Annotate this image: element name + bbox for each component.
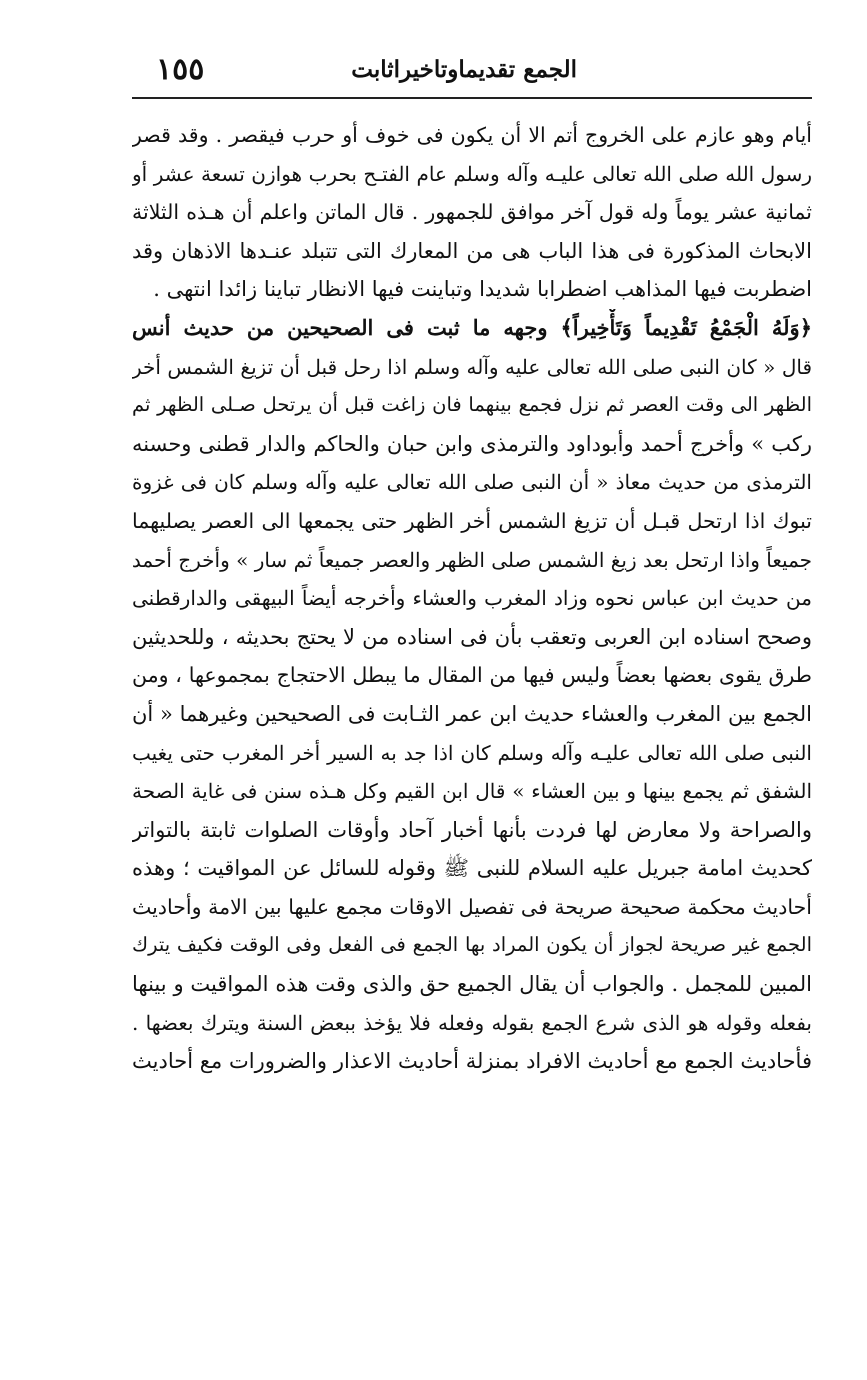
- text-line: الظهر الى وقت العصر ثم نزل فجمع بينهما فان زاغت قبل أن يرتحل صـلى الظهر ثم: [132, 393, 812, 417]
- text-line: كحديث امامة جبريل عليه السلام للنبى ﷺ وقوله للسائل عن المواقيت ؛ وهذه: [132, 856, 812, 881]
- text-line: طرق يقوى بعضها بعضاً وليس فيها من المقال ما يبطل الاحتجاج بمجموعها ، ومن: [132, 663, 812, 688]
- page-number: ١٥٥: [156, 52, 205, 87]
- text-line: أحاديث محكمة صحيحة صريحة فى تفصيل الاوقات مجمع عليها بين الامة وأحاديث: [132, 894, 812, 919]
- text-line: من حديث ابن عباس نحوه وزاد المغرب والعشاء وأخرجه أيضاً البيهقى والدارقطنى: [132, 586, 812, 611]
- text-line: الترمذى من حديث معاذ « أن النبى صلى الله تعالى عليه وآله وسلم كان فى غزوة: [132, 470, 812, 495]
- page-header: [132, 52, 812, 98]
- text-line: النبى صلى الله تعالى عليـه وآله وسلم كان اذا جد به السير أخر المغرب حتى يغيب: [132, 740, 812, 765]
- text-line: الجمع غير صريحة لجواز أن يكون المراد بها الجمع فى الفعل وفى الوقت فكيف يترك: [132, 933, 812, 957]
- text-line: الشفق ثم يجمع بينها و بين العشاء » قال ابن القيم وكل هـذه سنن فى غاية الصحة: [132, 779, 812, 804]
- text-line: جميعاً واذا ارتحل بعد زيغ الشمس صلى الظهر والعصر جميعاً ثم سار » وأخرج أحمد: [132, 547, 812, 572]
- header-rule: [132, 97, 812, 99]
- text-line: رسول الله صلى الله تعالى عليـه وآله وسلم عام الفتـح بحرب هوازن تسعة عشر أو: [132, 161, 812, 186]
- running-title: الجمع تقديماوتاخيراثابت: [351, 56, 577, 83]
- text-line: فأحاديث الجمع مع أحاديث الافراد بمنزلة أحاديث الاعذار والضرورات مع أحاديث: [132, 1049, 812, 1074]
- section-heading-line: ﴿وَلَهُ الْجَمْعُ تَقْدِيماً وَتَأْخِيراً﴾ وجهه ما ثبت فى الصحيحين من حديث أنس: [132, 314, 812, 340]
- text-line: قال « كان النبى صلى الله تعالى عليه وآله وسلم اذا رحل قبل أن تزيغ الشمس أخر: [132, 354, 812, 379]
- main-text: [132, 116, 812, 1081]
- text-line: اضطربت فيها المذاهب اضطرابا شديدا وتباينت فيها الانظار تباينا زائدا انتهى .: [153, 277, 812, 302]
- text-line: وصحح اسناده ابن العربى وتعقب بأن فى اسناده من لا يحتج بحديثه ، وللحديثين: [132, 624, 812, 649]
- text-line: الابحاث المذكورة فى هذا الباب هى من المعارك التى تتبلد عنـدها الاذهان وقد: [132, 238, 812, 263]
- text-line: تبوك اذا ارتحل قبـل أن تزيغ الشمس أخر الظهر حتى يجمعها الى العصر يصليهما: [132, 508, 812, 533]
- text-line: المبين للمجمل . والجواب أن يقال الجميع حق والذى وقت هذه المواقيت و بينها: [132, 972, 812, 997]
- text-line: بفعله وقوله هو الذى شرع الجمع بقوله وفعله فلا يؤخذ ببعض السنة ويترك بعضها .: [132, 1010, 812, 1035]
- text-line: ركب » وأخرج أحمد وأبوداود والترمذى وابن حبان والحاكم والدار قطنى وحسنه: [132, 431, 812, 456]
- text-line: أيام وهو عازم على الخروج أتم الا أن يكون فى خوف أو حرب فيقصر . وقد قصر: [132, 123, 812, 147]
- text-line: ثمانية عشر يوماً وله قول آخر موافق للجمهور . قال الماتن واعلم أن هـذه الثلاثة: [132, 200, 812, 225]
- text-line: والصراحة ولا معارض لها فردت بأنها أخبار آحاد وأوقات الصلوات ثابتة بالتواتر: [132, 817, 812, 842]
- text-line: الجمع بين المغرب والعشاء حديث ابن عمر الثـابت فى الصحيحين وغيرهما « أن: [132, 701, 812, 726]
